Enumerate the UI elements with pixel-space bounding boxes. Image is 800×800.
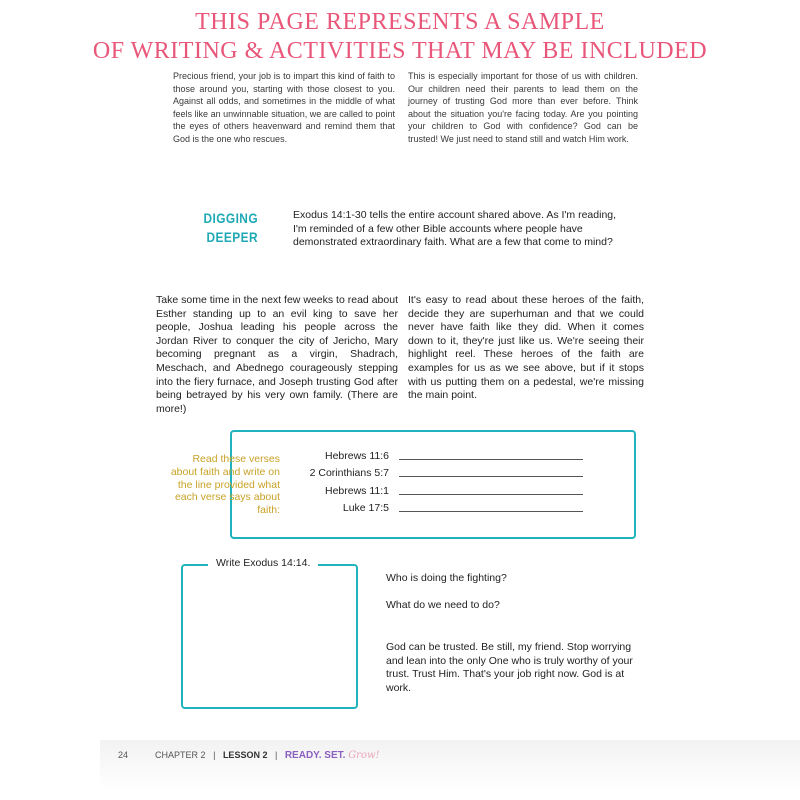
closing-paragraph: God can be trusted. Be still, my friend. Stop worrying and lean into the only One who is truly worthy of your trust. Trust Him. That's your job right now. God is at work. [386,641,633,694]
separator: | [274,750,278,760]
verse-ref-4: Luke 17:5 [342,502,389,514]
verses-instruction: Read these verses about faith and write on the line provided what each verse says about faith: [170,453,280,517]
chapter-label: CHAPTER 2 [155,750,206,760]
banner-line-2: OF WRITING & ACTIVITIES THAT MAY BE INCLUDED [92,38,708,64]
deeper-word: DEEPER [206,229,258,245]
brand-logo [285,750,380,761]
banner-line-1: THIS PAGE REPRESENTS A SAMPLE [195,9,605,35]
exodus-box-label: Write Exodus 14:14. [208,557,318,569]
footer [118,750,380,761]
body-right-paragraph: It's easy to read about these heroes of the faith, decide they are superhuman and that we could never have faith like they did. When it comes down to it, they're just like us. We're seeing their highlight reel. These heroes of the faith are examples for us as we see above, but if it stops with us putting them on a pedestal, we're missing the main point. [408,294,644,402]
answer-line-3[interactable] [399,494,583,495]
verse-ref-3: Hebrews 11:1 [324,485,389,497]
intro-left-paragraph: Precious friend, your job is to impart this kind of faith to those around you, starting with those closest to you. Against all odds, and sometimes in the middle of what feels like an unwinnable situation, we are called to point the eyes of others heavenward and remind them that God is the one who rescues. [173,71,395,144]
body-left-paragraph: Take some time in the next few weeks to read about Esther standing up to an evil king to save her people, Joshua leading his people across the Jordan River to conquer the city of Jericho, Mary becoming pregnant as a virgin, Shadrach, Meschach, and Abednego courageously stepping into the fiery furnace, and Joseph trusting God after being betrayed by his very own family. (There are more!) [156,294,398,415]
answer-line-4[interactable] [399,511,583,512]
brand-text: READY. SET. [284,750,346,761]
intro-right-paragraph: This is especially important for those of us with children. Our children need their parents to lead them on the journey of trusting God more than ever before. Think about the situation you're facing today. Are you pointing your children to God with confidence? God can be trusted! We just need to stand still and watch Him work. [408,71,638,144]
question-fighting: Who is doing the fighting? [386,572,507,584]
answer-line-2[interactable] [399,476,583,477]
separator: | [213,750,216,760]
page-number: 24 [118,750,129,760]
question-need: What do we need to do? [386,599,500,611]
digging-word: DIGGING [203,210,258,226]
footer-shade [100,740,800,790]
brand-script: Grow! [348,750,380,761]
verse-ref-1: Hebrews 11:6 [324,450,389,462]
verse-ref-2: 2 Corinthians 5:7 [309,467,389,479]
lesson-label: LESSON 2 [222,750,268,760]
exodus-write-box[interactable] [181,564,358,709]
answer-line-1[interactable] [399,459,583,460]
digging-deeper-text: Exodus 14:1-30 tells the entire account shared above. As I'm reading, I'm reminded of a few other Bible accounts where people have demonstrated extraordinary faith. What are a few that come to mind? [293,209,617,249]
